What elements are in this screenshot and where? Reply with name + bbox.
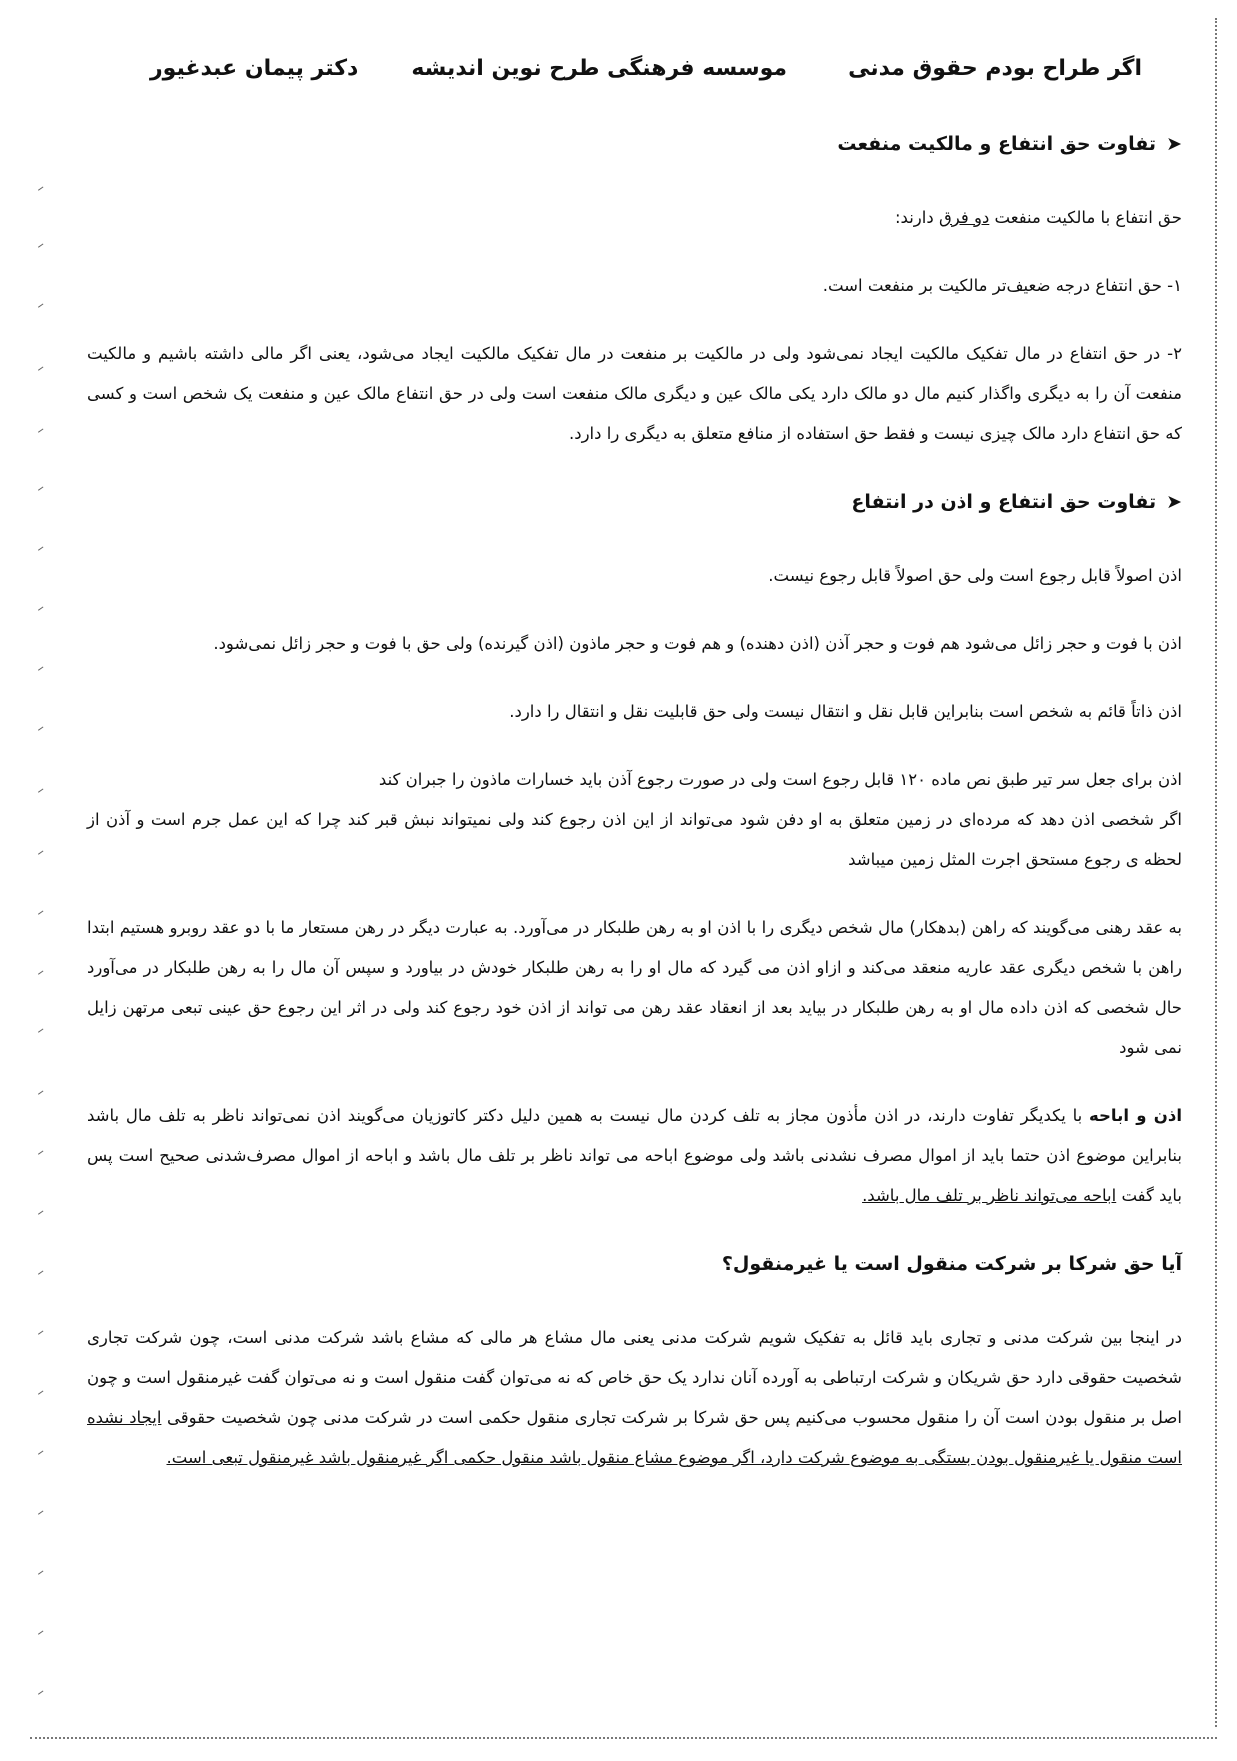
paragraph: به عقد رهنی می‌گویند که راهن (بدهکار) مال شخص دیگری را با اذن او به رهن طلبکار در می‌آورد. به عبارت دیگر در رهن مستعار ما با دو عقد روبرو هستیم ابتدا راهن با شخص دیگری عقد عاریه منعقد می‌کند و ازاو اذن می گیرد که مال او را به رهن طلبکار خودش در بیاورد و سپس آن مال را به رهن طلبکار در می‌آورد حال شخصی که اذن داده مال او به رهن طلبکار در بیاید بعد از انعقاد عقد رهن می تواند از اذن خود رجوع کند ولی در اثر این رجوع حق عینی تبعی مرتهن زایل نمی شود (87, 918, 1182, 1057)
paragraph: اگر شخصی اذن دهد که مرده‌ای در زمین متعلق به او دفن شود می‌تواند از این اذن رجوع کند ولی نمیتواند نبش قبر کند چرا که این عمل جرم است و آذن از لحظه ی رجوع مستحق اجرت المثل زمین میباشد (87, 810, 1182, 869)
margin-mark (38, 788, 44, 793)
margin-mark (38, 1510, 44, 1515)
arrow-bullet-icon: ➤ (1166, 491, 1182, 513)
paragraph: حق انتفاع با مالکیت منفعت دو فرق دارند: (894, 208, 1182, 227)
arrow-bullet-icon: ➤ (1166, 133, 1182, 155)
page-header (150, 56, 1142, 96)
header-institute: موسسه فرهنگی طرح نوین اندیشه (411, 56, 787, 81)
paragraph: ۲- در حق انتفاع در مال تفکیک مالکیت ایجاد نمی‌شود ولی در مالکیت بر منفعت در مال تفکیک مالکیت ایجاد می‌شود، یعنی اگر مالی داشته باشیم و مالکیت منفعت آن را به دیگری واگذار کنیم مال دو مالک دارد یکی مالک عین و دیگری مالک منفعت است ولی در حق انتفاع مالک عین و منفعت یک شخص است و کسی که حق انتفاع دارد مالک چیزی نیست و فقط حق استفاده از منافع متعلق به دیگری را دارد. (87, 344, 1182, 443)
margin-mark (38, 726, 44, 731)
margin-mark (38, 1630, 44, 1635)
paragraph: ۱- حق انتفاع درجه ضعیف‌تر مالکیت بر منفعت است. (822, 276, 1182, 295)
margin-mark (38, 428, 44, 433)
section-heading-2: ➤تفاوت حق انتفاع و اذن در انتفاع (87, 482, 1182, 522)
margin-mark (38, 1570, 44, 1575)
margin-mark (38, 486, 44, 491)
margin-mark (38, 1150, 44, 1155)
margin-mark (38, 186, 44, 191)
paragraph: اذن برای جعل سر تیر طبق نص ماده ۱۲۰ قابل رجوع است ولی در صورت رجوع آذن باید خسارات ماذون را جبران کند (378, 770, 1182, 789)
margin-mark (38, 1210, 44, 1215)
paragraph: اذن اصولاً قابل رجوع است ولی حق اصولاً قابل رجوع نیست. (768, 566, 1182, 585)
paragraph: اذن و اباحه با یکدیگر تفاوت دارند، در اذن مأذون مجاز به تلف کردن مال نیست به همین دلیل دکتر کاتوزیان می‌گویند اذن نمی‌تواند ناظر به تلف مال باشد بنابراین موضوع اذن حتما باید از اموال مصرف نشدنی باشد ولی موضوع اباحه می تواند ناظر بر تلف مال باشد و اباحه از اموال مصرف‌شدنی صحیح است پس باید گفت اباحه می‌تواند ناظر بر تلف مال باشد. (87, 1106, 1182, 1205)
margin-mark (38, 1450, 44, 1455)
header-author: دکتر پیمان عبدغیور (150, 56, 359, 81)
margin-mark (38, 546, 44, 551)
page-border-right (1215, 18, 1217, 1727)
paragraph: اذن ذاتاً قائم به شخص است بنابراین قابل نقل و انتقال نیست ولی حق قابلیت نقل و انتقال را دارد. (509, 702, 1182, 721)
paragraph: در اینجا بین شرکت مدنی و تجاری باید قائل به تفکیک شویم شرکت مدنی یعنی مال مشاع هر مالی که مشاع باشد شرکت مدنی است، چون شرکت تجاری شخصیت حقوقی دارد حق شریکان و شرکت ارتباطی به آورده آنان ندارد یک حق خاص که نه می‌توان گفت منقول است و نه می‌توان گفت غیرمنقول است و چون اصل بر منقول بودن است آن را منقول محسوب می‌کنیم پس حق شرکا بر شرکت تجاری منقول حکمی است در شرکت مدنی چون شخصیت حقوقی ایجاد نشده است منقول یا غیرمنقول بودن بستگی به موضوع شرکت دارد، اگر موضوع مشاع منقول باشد منقول حکمی اگر غیرمنقول باشد غیرمنقول تبعی است. (87, 1328, 1182, 1467)
margin-mark (38, 1390, 44, 1395)
margin-mark (38, 666, 44, 671)
margin-mark (38, 243, 44, 248)
margin-mark (38, 970, 44, 975)
margin-mark (38, 366, 44, 371)
header-title: اگر طراح بودم حقوق مدنی (848, 56, 1142, 81)
section-heading-3: آیا حق شرکا بر شرکت منقول است یا غیرمنقول؟ (721, 1253, 1182, 1275)
margin-mark (38, 850, 44, 855)
page-border-bottom (30, 1737, 1217, 1739)
section-heading-1: ➤تفاوت حق انتفاع و مالکیت منفعت (87, 124, 1182, 164)
margin-mark (38, 606, 44, 611)
margin-mark (38, 1690, 44, 1695)
margin-mark (38, 1090, 44, 1095)
paragraph: اذن با فوت و حجر زائل می‌شود هم فوت و حجر آذن (اذن دهنده) و هم فوت و حجر ماذون (اذن گیرنده) ولی حق با فوت و حجر زائل نمی‌شود. (213, 634, 1182, 653)
margin-mark (38, 303, 44, 308)
margin-mark (38, 910, 44, 915)
margin-mark (38, 1270, 44, 1275)
margin-mark (38, 1028, 44, 1033)
document-body (87, 124, 1182, 1506)
margin-mark (38, 1330, 44, 1335)
